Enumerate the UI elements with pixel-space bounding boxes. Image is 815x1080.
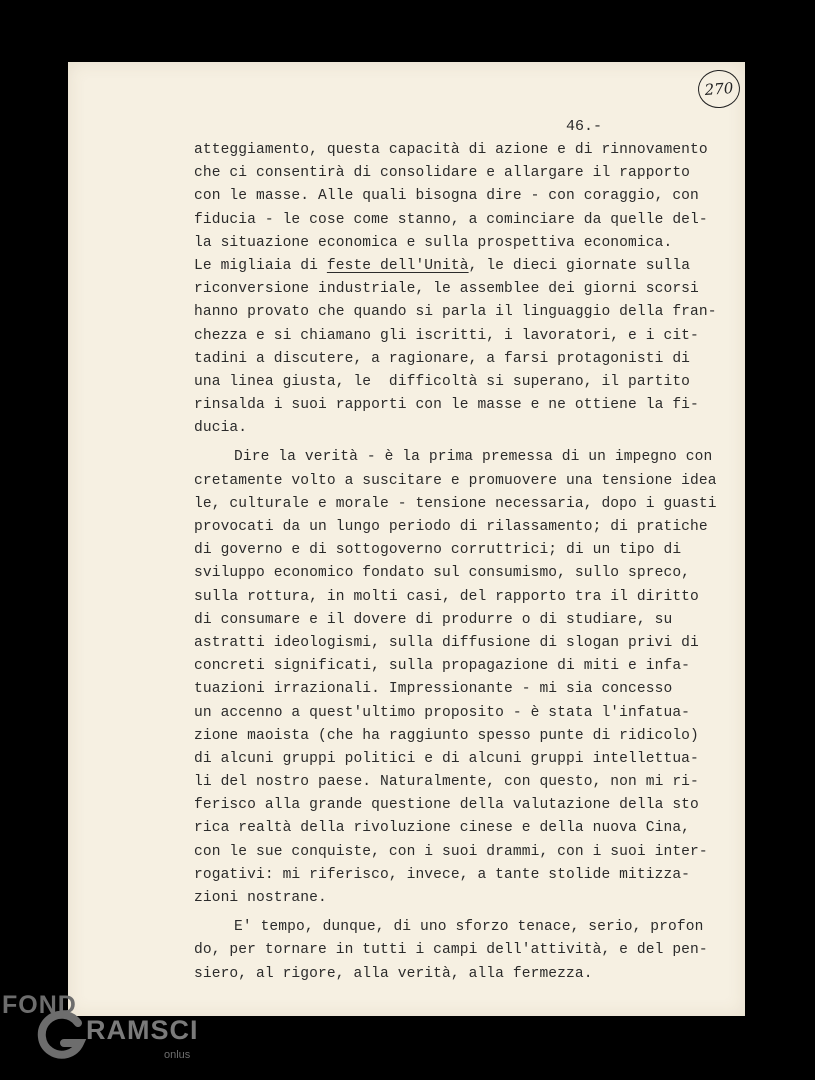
text-line: tadini a discutere, a ragionare, a farsi protagonisti di xyxy=(194,350,691,367)
text-line: E' tempo, dunque, di uno sforzo tenace, serio, profon xyxy=(234,919,704,936)
watermark-top-text: FOND xyxy=(2,991,77,1019)
text-line: cretamente volto a suscitare e promuovere una tensione idea xyxy=(194,472,717,489)
watermark-sub-text: onlus xyxy=(164,1049,191,1061)
text-line: la situazione economica e sulla prospettiva economica. xyxy=(194,234,673,251)
text-segment: , le dieci giornate sulla xyxy=(468,257,691,274)
text-line: riconversione industriale, le assemblee dei giorni scorsi xyxy=(194,281,699,298)
text-line: chezza e si chiamano gli iscritti, i lavoratori, e i cit- xyxy=(194,327,699,344)
underlined-text: feste dell'Unità xyxy=(326,257,469,274)
text-line: concreti significati, sulla propagazione di miti e infa- xyxy=(194,658,691,675)
text-line: rogativi: mi riferisco, invece, a tante stolide mitizza- xyxy=(194,866,691,883)
text-line xyxy=(194,255,691,278)
text-line: li del nostro paese. Naturalmente, con questo, non mi ri- xyxy=(194,774,699,791)
text-line: di alcuni gruppi politici e di alcuni gruppi intellettua- xyxy=(194,750,699,767)
text-line: le, culturale e morale - tensione necessaria, dopo i guasti xyxy=(194,495,717,512)
text-line: hanno provato che quando si parla il linguaggio della fran- xyxy=(194,304,717,321)
text-line: una linea giusta, le difficoltà si superano, il partito xyxy=(194,373,691,390)
text-line: di consumare e il dovere di produrre o di studiare, su xyxy=(194,611,673,628)
watermark-main-text: RAMSCI xyxy=(86,1015,199,1045)
text-line: un accenno a quest'ultimo proposito - è stata l'infatua- xyxy=(194,704,691,721)
text-line: ferisco alla grande questione della valutazione della sto xyxy=(194,797,699,814)
text-line: siero, al rigore, alla verità, alla fermezza. xyxy=(194,965,593,982)
text-line: atteggiamento, questa capacità di azione e di rinnovamento xyxy=(194,142,708,158)
text-line: zione maoista (che ha raggiunto spesso punte di ridicolo) xyxy=(194,727,699,744)
text-line: che ci consentirà di consolidare e allargare il rapporto xyxy=(194,165,691,182)
text-line: provocati da un lungo periodo di rilassamento; di pratiche xyxy=(194,519,708,535)
text-line: tuazioni irrazionali. Impressionante - mi sia concesso xyxy=(194,681,673,698)
archive-number-stamp: 270 xyxy=(697,69,742,110)
text-line: di governo e di sottogoverno corruttrici; di un tipo di xyxy=(194,542,682,559)
typewritten-text xyxy=(194,139,717,986)
text-line: rica realtà della rivoluzione cinese e della nuova Cina, xyxy=(194,820,691,837)
text-line: fiducia - le cose come stanno, a cominciare da quelle del- xyxy=(194,211,708,228)
text-line: do, per tornare in tutti i campi dell'attività, e del pen- xyxy=(194,942,708,959)
text-segment: Le migliaia di xyxy=(194,257,327,274)
text-line: ducia. xyxy=(194,420,248,437)
watermark-logo xyxy=(0,985,220,1080)
text-line: con le sue conquiste, con i suoi drammi, con i suoi inter- xyxy=(194,843,708,860)
text-line: con le masse. Alle quali bisogna dire - con coraggio, con xyxy=(194,188,699,205)
text-line: Dire la verità - è la prima premessa di un impegno con xyxy=(234,449,713,466)
text-line: zioni nostrane. xyxy=(194,890,327,906)
page-number: 46.- xyxy=(566,118,603,135)
text-line: astratti ideologismi, sulla diffusione di slogan privi di xyxy=(194,634,699,651)
text-line: sviluppo economico fondato sul consumismo, sullo spreco, xyxy=(194,565,691,582)
logo-g-icon xyxy=(34,1009,88,1063)
text-line: sulla rottura, in molti casi, del rapporto tra il diritto xyxy=(194,588,699,605)
text-line: rinsalda i suoi rapporti con le masse e ne ottiene la fi- xyxy=(194,397,699,414)
